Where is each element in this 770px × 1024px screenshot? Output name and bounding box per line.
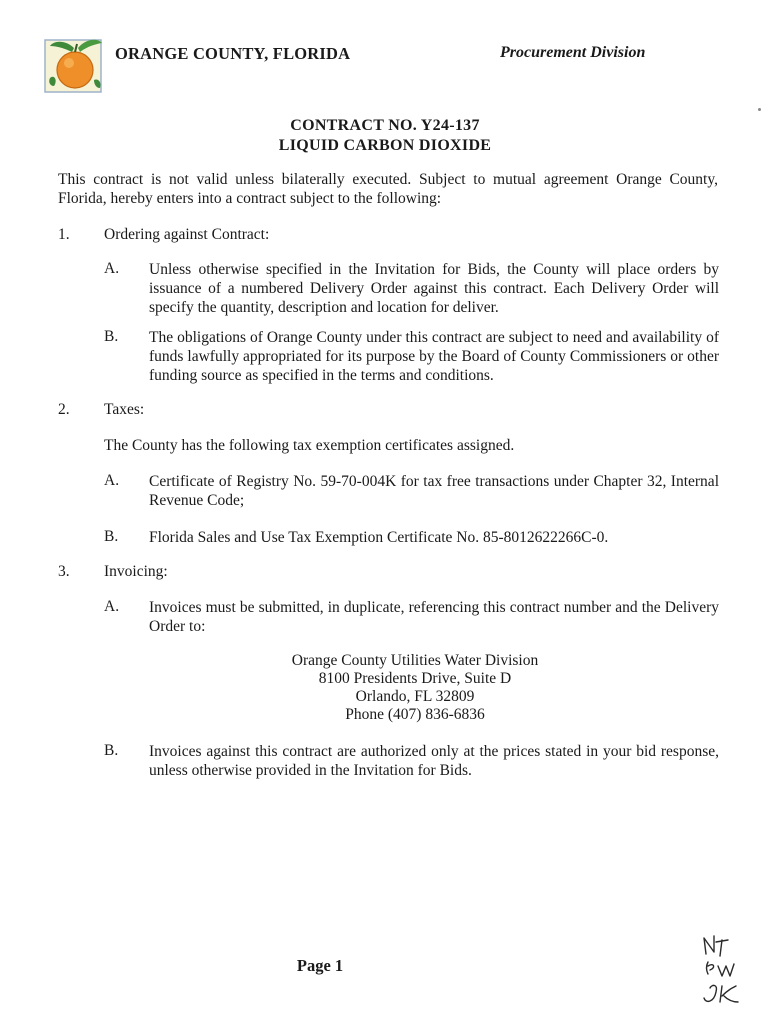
section-1b-letter: B. (104, 328, 119, 345)
header-organization: ORANGE COUNTY, FLORIDA (115, 44, 351, 63)
section-2a-text: Certificate of Registry No. 59-70-004K for tax free transactions under Chapter 32, Internal Revenue Code; (149, 473, 719, 509)
section-1a-letter: A. (104, 260, 120, 277)
section-3-number: 3. (58, 563, 70, 580)
contract-subject: LIQUID CARBON DIOXIDE (278, 137, 492, 154)
address-line: Orlando, FL 32809 (355, 688, 475, 705)
contract-number: CONTRACT NO. Y24-137 (290, 117, 480, 134)
header-division: Procurement Division (500, 44, 646, 61)
address-line: Orange County Utilities Water Division (291, 652, 539, 669)
section-1b-text: The obligations of Orange County under this contract are subject to need and availability of funds lawfully appropriated for its purpose by the Board of County Commissioners or other funding source as specified in the terms and conditions. (149, 329, 719, 384)
section-3-title: Invoicing: (104, 563, 168, 580)
address-line: Phone (407) 836-6836 (345, 706, 485, 723)
section-1-number: 1. (58, 226, 70, 243)
section-3b-letter: B. (104, 742, 119, 759)
section-2b-letter: B. (104, 528, 119, 545)
section-3a-letter: A. (104, 598, 120, 615)
address-line: 8100 Presidents Drive, Suite D (318, 670, 512, 687)
section-3a-text: Invoices must be submitted, in duplicate, referencing this contract number and the Delivery Order to: (149, 599, 719, 635)
section-2b-text: Florida Sales and Use Tax Exemption Certificate No. 85-8012622266C-0. (149, 529, 609, 546)
section-1a-text: Unless otherwise specified in the Invitation for Bids, the County will place orders by issuance of a numbered Delivery Order against this contract. Each Delivery Order will specify the quantity, description and location for deliver. (149, 261, 719, 316)
section-2-lead: The County has the following tax exemption certificates assigned. (104, 437, 515, 454)
section-3b-text: Invoices against this contract are authorized only at the prices stated in your bid response, unless otherwise provided in the Invitation for Bids. (149, 743, 719, 779)
page-number: Page 1 (296, 956, 344, 975)
section-2-number: 2. (58, 401, 70, 418)
scan-speck (758, 108, 761, 111)
section-2a-letter: A. (104, 472, 120, 489)
handwritten-initials (692, 932, 752, 1014)
section-2-title: Taxes: (104, 401, 145, 418)
section-1-title: Ordering against Contract: (104, 226, 270, 243)
intro-paragraph: This contract is not valid unless bilaterally executed. Subject to mutual agreement Orange County, Florida, hereby enters into a contract subject to the following: (58, 171, 718, 207)
orange-county-logo (44, 34, 106, 94)
